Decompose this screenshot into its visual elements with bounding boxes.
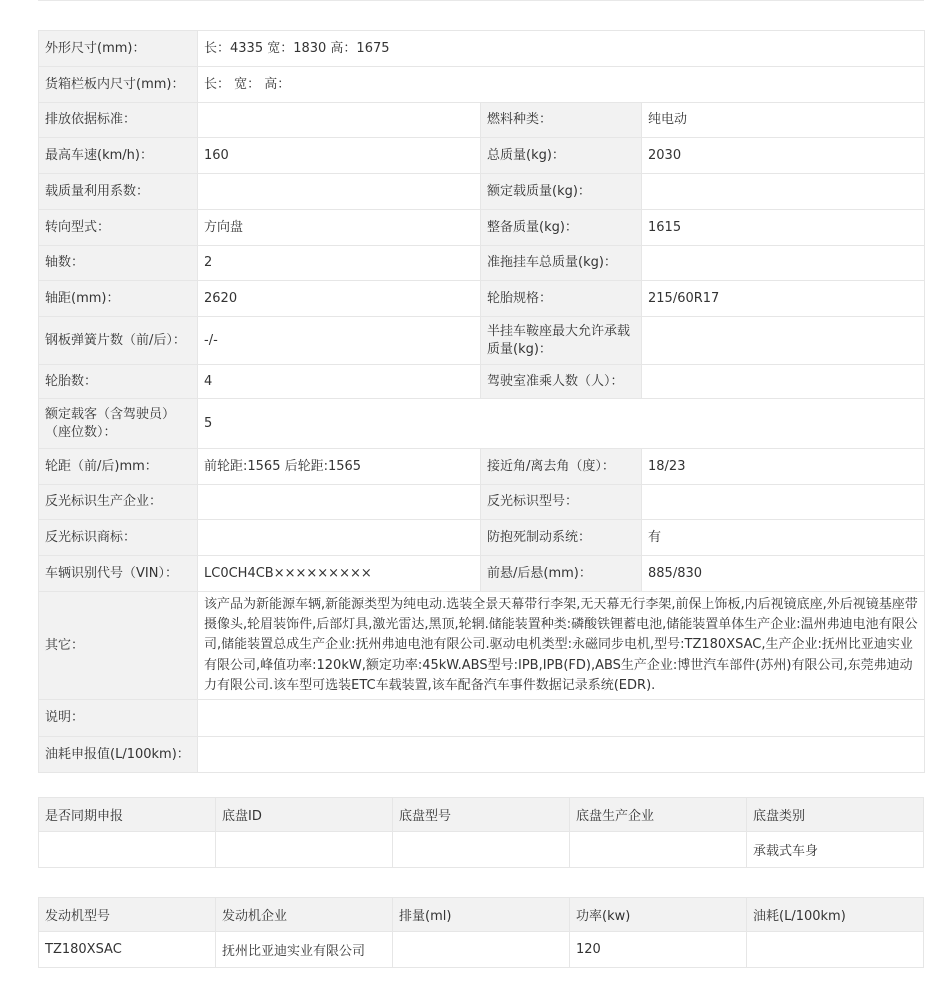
table-header-cell: 排量(ml) [393, 898, 570, 932]
spec-label: 说明： [39, 700, 198, 737]
spec-value [642, 365, 925, 399]
spec-value [198, 737, 925, 773]
spec-value [198, 174, 481, 210]
spec-label: 轴距(mm)： [39, 281, 198, 317]
spec-row [39, 520, 925, 556]
table-header-cell: 油耗(L/100km) [747, 898, 924, 932]
spec-value: 纯电动 [642, 103, 925, 138]
table-header-cell: 发动机型号 [39, 898, 216, 932]
spec-value: 885/830 [642, 556, 925, 592]
spec-label: 额定载客（含驾驶员）（座位数）： [39, 399, 198, 449]
spec-value: 方向盘 [198, 210, 481, 246]
spec-label: 其它： [39, 592, 198, 700]
table-row [39, 932, 924, 968]
table-cell [39, 832, 216, 868]
table-header-cell: 底盘型号 [393, 798, 570, 832]
spec-row-fuel [39, 737, 925, 773]
chassis-table [38, 797, 924, 868]
table-cell: 承载式车身 [747, 832, 924, 868]
spec-label: 外形尺寸(mm)： [39, 31, 198, 67]
spec-value: 长： 宽： 高： [198, 67, 925, 103]
spec-label: 反光标识商标： [39, 520, 198, 556]
spec-value: 215/60R17 [642, 281, 925, 317]
spec-row [39, 449, 925, 485]
spec-label: 半挂车鞍座最大允许承载质量(kg)： [481, 317, 642, 365]
spec-value [198, 700, 925, 737]
table-cell [570, 832, 747, 868]
spec-row [39, 556, 925, 592]
spec-label: 反光标识生产企业： [39, 485, 198, 520]
spec-label: 最高车速(km/h)： [39, 138, 198, 174]
engine-table [38, 897, 924, 968]
spec-label: 载质量利用系数： [39, 174, 198, 210]
spec-row [39, 174, 925, 210]
spec-row [39, 365, 925, 399]
spec-label: 油耗申报值(L/100km)： [39, 737, 198, 773]
spec-label: 准拖挂车总质量(kg)： [481, 246, 642, 281]
spec-value: -/- [198, 317, 481, 365]
spec-value: 1615 [642, 210, 925, 246]
spec-value [198, 485, 481, 520]
spec-row [39, 281, 925, 317]
spec-label: 排放依据标准： [39, 103, 198, 138]
table-cell [747, 932, 924, 968]
spec-row [39, 210, 925, 246]
spec-row-dimensions [39, 31, 925, 67]
spec-value: 2030 [642, 138, 925, 174]
spec-value: LC0CH4CB××××××××× [198, 556, 481, 592]
spec-row [39, 317, 925, 365]
spec-row-note [39, 700, 925, 737]
table-header-cell: 底盘生产企业 [570, 798, 747, 832]
spec-value: 长：4335 宽：1830 高：1675 [198, 31, 925, 67]
spec-value: 5 [198, 399, 925, 449]
spec-value [198, 103, 481, 138]
spec-label: 轴数： [39, 246, 198, 281]
chassis-header-row [39, 798, 924, 832]
spec-value [642, 317, 925, 365]
spec-row-cargo-box [39, 67, 925, 103]
table-header-cell: 发动机企业 [216, 898, 393, 932]
spec-label: 驾驶室准乘人数（人）： [481, 365, 642, 399]
table-cell [393, 832, 570, 868]
table-header-cell: 底盘ID [216, 798, 393, 832]
spec-value: 18/23 [642, 449, 925, 485]
spec-label: 车辆识别代号（VIN）： [39, 556, 198, 592]
table-header-cell: 功率(kw) [570, 898, 747, 932]
spec-table [38, 30, 925, 773]
spec-value: 4 [198, 365, 481, 399]
spec-label: 额定载质量(kg)： [481, 174, 642, 210]
spec-row [39, 246, 925, 281]
spec-value [642, 485, 925, 520]
engine-header-row [39, 898, 924, 932]
spec-value: 160 [198, 138, 481, 174]
spec-row-other [39, 592, 925, 700]
spec-row-passengers [39, 399, 925, 449]
spec-label: 防抱死制动系统： [481, 520, 642, 556]
spec-label: 整备质量(kg)： [481, 210, 642, 246]
spec-value [198, 520, 481, 556]
spec-row [39, 138, 925, 174]
spec-label: 总质量(kg)： [481, 138, 642, 174]
table-cell [393, 932, 570, 968]
spec-label: 轮距（前/后)mm： [39, 449, 198, 485]
spec-label: 钢板弹簧片数（前/后）： [39, 317, 198, 365]
spec-label: 转向型式： [39, 210, 198, 246]
table-cell: 抚州比亚迪实业有限公司 [216, 932, 393, 968]
spec-label: 燃料种类： [481, 103, 642, 138]
spec-label: 货箱栏板内尺寸(mm)： [39, 67, 198, 103]
spec-value: 2 [198, 246, 481, 281]
spec-value: 2620 [198, 281, 481, 317]
spec-label: 轮胎数： [39, 365, 198, 399]
other-description: 该产品为新能源车辆,新能源类型为纯电动.选装全景天幕带行李架,无天幕无行李架,前保上饰板,内后视镜底座,外后视镜基座带摄像头,轮眉装饰件,后部灯具,激光雷达,黑顶,轮辋.储能装置种类:磷酸铁锂蓄电池,储能装置单体生产企业:温州弗迪电池有限公司,储能装置总成生产企业:抚州弗迪电池有限公司.驱动电机类型:永磁同步电机,型号:TZ180XSAC,生产企业:抚州比亚迪实业有限公司,峰值功率:120kW,额定功率:45kW.ABS型号:IPB,IPB(FD),ABS生产企业:博世汽车部件(苏州)有限公司,东莞弗迪动力有限公司.该车型可选装ETC车载装置,该车配备汽车事件数据记录系统(EDR). [198, 592, 925, 700]
table-cell [216, 832, 393, 868]
spec-row [39, 485, 925, 520]
spec-value [642, 246, 925, 281]
spec-label: 接近角/离去角（度）： [481, 449, 642, 485]
table-cell: TZ180XSAC [39, 932, 216, 968]
table-row [39, 832, 924, 868]
table-cell: 120 [570, 932, 747, 968]
spec-value [642, 174, 925, 210]
spec-label: 前悬/后悬(mm)： [481, 556, 642, 592]
spec-value: 前轮距:1565 后轮距:1565 [198, 449, 481, 485]
spec-label: 反光标识型号： [481, 485, 642, 520]
spec-label: 轮胎规格： [481, 281, 642, 317]
top-divider [38, 0, 924, 1]
spec-value: 有 [642, 520, 925, 556]
table-header-cell: 是否同期申报 [39, 798, 216, 832]
spec-row [39, 103, 925, 138]
table-header-cell: 底盘类别 [747, 798, 924, 832]
